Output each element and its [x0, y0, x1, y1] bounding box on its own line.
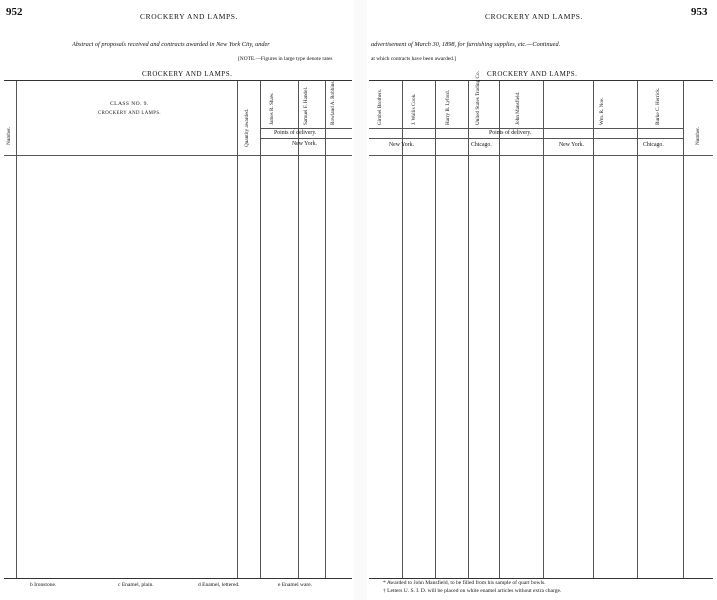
bidder-herrick: Burke C. Herrick. — [655, 87, 661, 125]
footnote-b: b Ironstone. — [30, 582, 57, 588]
bidder-shaw: James R. Shaw. — [269, 92, 275, 125]
left-page-number: 952 — [6, 6, 23, 18]
right-section-head: CROCKERY AND LAMPS. — [487, 70, 578, 78]
bidder-mansfield: John Mansfield. — [515, 91, 521, 125]
bidder-handel: Samuel F. Handel. — [303, 86, 309, 125]
right-city-4: Chicago. — [643, 142, 664, 148]
right-footnote-1: * Awarded to John Mansfield, to be filled from his sample of quart bowls. — [383, 580, 546, 586]
page-gutter — [354, 0, 367, 600]
footnote-c: c Enamel, plain. — [118, 582, 154, 588]
right-abstract-line: advertisement of March 30, 1898, for furnishing supplies, etc.—Continued. — [371, 41, 561, 48]
right-number-header: Number. — [695, 126, 701, 145]
quantity-header: Quantity awarded. — [244, 108, 250, 147]
right-city-1: New York. — [389, 142, 414, 148]
right-note: at which contracts have been awarded.] — [371, 56, 457, 62]
delivery-city: New York. — [292, 141, 317, 147]
bidder-gimbel: Gimbel Brothers. — [377, 88, 383, 125]
right-page — [367, 0, 717, 600]
footnote-e: e Enamel ware. — [278, 582, 313, 588]
left-section-head: CROCKERY AND LAMPS. — [142, 70, 233, 78]
right-city-2: Chicago. — [471, 142, 492, 148]
left-running-head: CROCKERY AND LAMPS. — [140, 12, 239, 21]
right-page-number: 953 — [691, 6, 708, 18]
points-of-delivery: Points of delivery. — [274, 130, 317, 136]
bidder-us-trading: United States Trading Co. — [475, 71, 481, 125]
right-city-3: New York. — [559, 142, 584, 148]
bidder-cook: J. Wallis Cook. — [411, 93, 417, 125]
class-title: CLASS NO. 9. — [110, 101, 149, 107]
left-note: [NOTE.—Figures in large type denote rates — [238, 56, 333, 62]
left-number-header: Number. — [6, 126, 12, 145]
left-abstract-line: Abstract of proposals received and contracts awarded in New York City, under — [72, 41, 270, 48]
bidder-lyford: Harry B. Lyford. — [445, 90, 451, 125]
right-footnote-2: † Letters U. S. I. D. will be placed on white enamel articles without extra charge. — [383, 588, 562, 594]
left-page — [0, 0, 354, 600]
class-subtitle: CROCKERY AND LAMPS. — [98, 111, 161, 116]
footnote-d: d Enamel, lettered. — [198, 582, 240, 588]
bidder-robbins: Rowland A. Robbins. — [330, 80, 336, 125]
left-table — [4, 80, 352, 579]
right-points-of-delivery: Points of delivery. — [489, 130, 532, 136]
right-running-head: CROCKERY AND LAMPS. — [485, 12, 584, 21]
bidder-noe: Wm. R. Noe. — [599, 97, 605, 125]
